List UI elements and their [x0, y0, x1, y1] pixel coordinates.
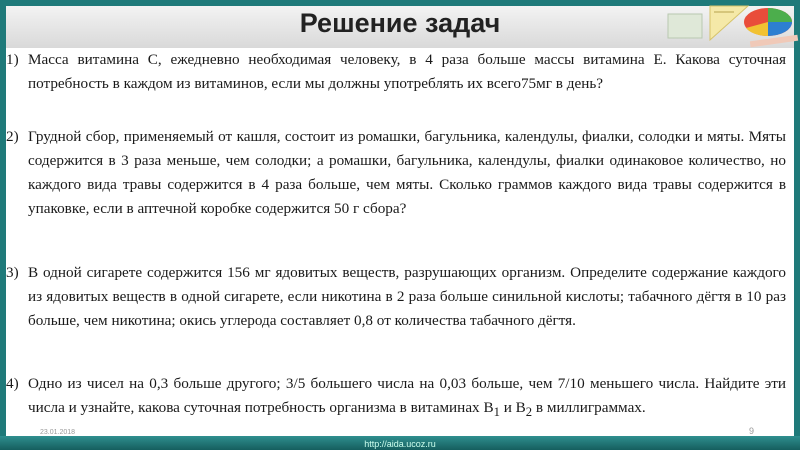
task-number: 4) — [6, 375, 19, 392]
task-text: Масса витамина С, ежедневно необходимая человеку, в 4 раза больше массы витамина Е. Какова суточная потребность в каждом из витаминов, если мы должны употреблять их всего75мг в день? — [28, 51, 786, 92]
geometry-tools-icon — [650, 0, 800, 48]
subscript: 1 — [493, 405, 500, 420]
task-list — [0, 48, 800, 436]
footer-url: http://aida.ucoz.ru — [364, 439, 436, 449]
footer-date: 23.01.2018 — [40, 429, 76, 436]
task-text: В одной сигарете содержится 156 мг ядовитых веществ, разрушающих организм. Определите содержание каждого из ядовитых веществ в одной сигарете, если никотина в 2 раза больше синильной кислоты; табачного дёгтя в 10 раз больше, чем никотина; окись углерода составляет 0,8 от количества табачного дёгтя. — [28, 264, 786, 329]
slide-title: Решение задач — [299, 8, 501, 38]
task-number: 3) — [6, 264, 19, 281]
task-text: Грудной сбор, применяемый от кашля, состоит из ромашки, багульника, календулы, фиалки, солодки и мяты. Мяты содержится в 3 раза меньше, чем солодки; а ромашки, багульника, календулы, фиалки одинаковое количество, но каждого вида травы содержится в 4 раза больше, чем мяты. Сколько граммов каждого вида травы содержится в упаковке, если в аптечной коробке содержится 50 г сбора? — [28, 128, 786, 217]
task-text-part: и В — [499, 399, 526, 416]
task-number: 2) — [6, 128, 19, 145]
task-text — [28, 372, 786, 424]
task-text-part: Одно из чисел на 0,3 больше другого; 3/5 большего числа на 0,03 больше, чем 7/10 меньшего числа. Найдите эти числа и узнайте, какова суточная потребность организма в витаминах В — [28, 375, 786, 416]
task-text-part: в миллиграммах. — [532, 399, 646, 416]
page-number: 9 — [748, 426, 754, 436]
subscript: 2 — [525, 405, 533, 420]
task-number: 1) — [6, 51, 19, 68]
